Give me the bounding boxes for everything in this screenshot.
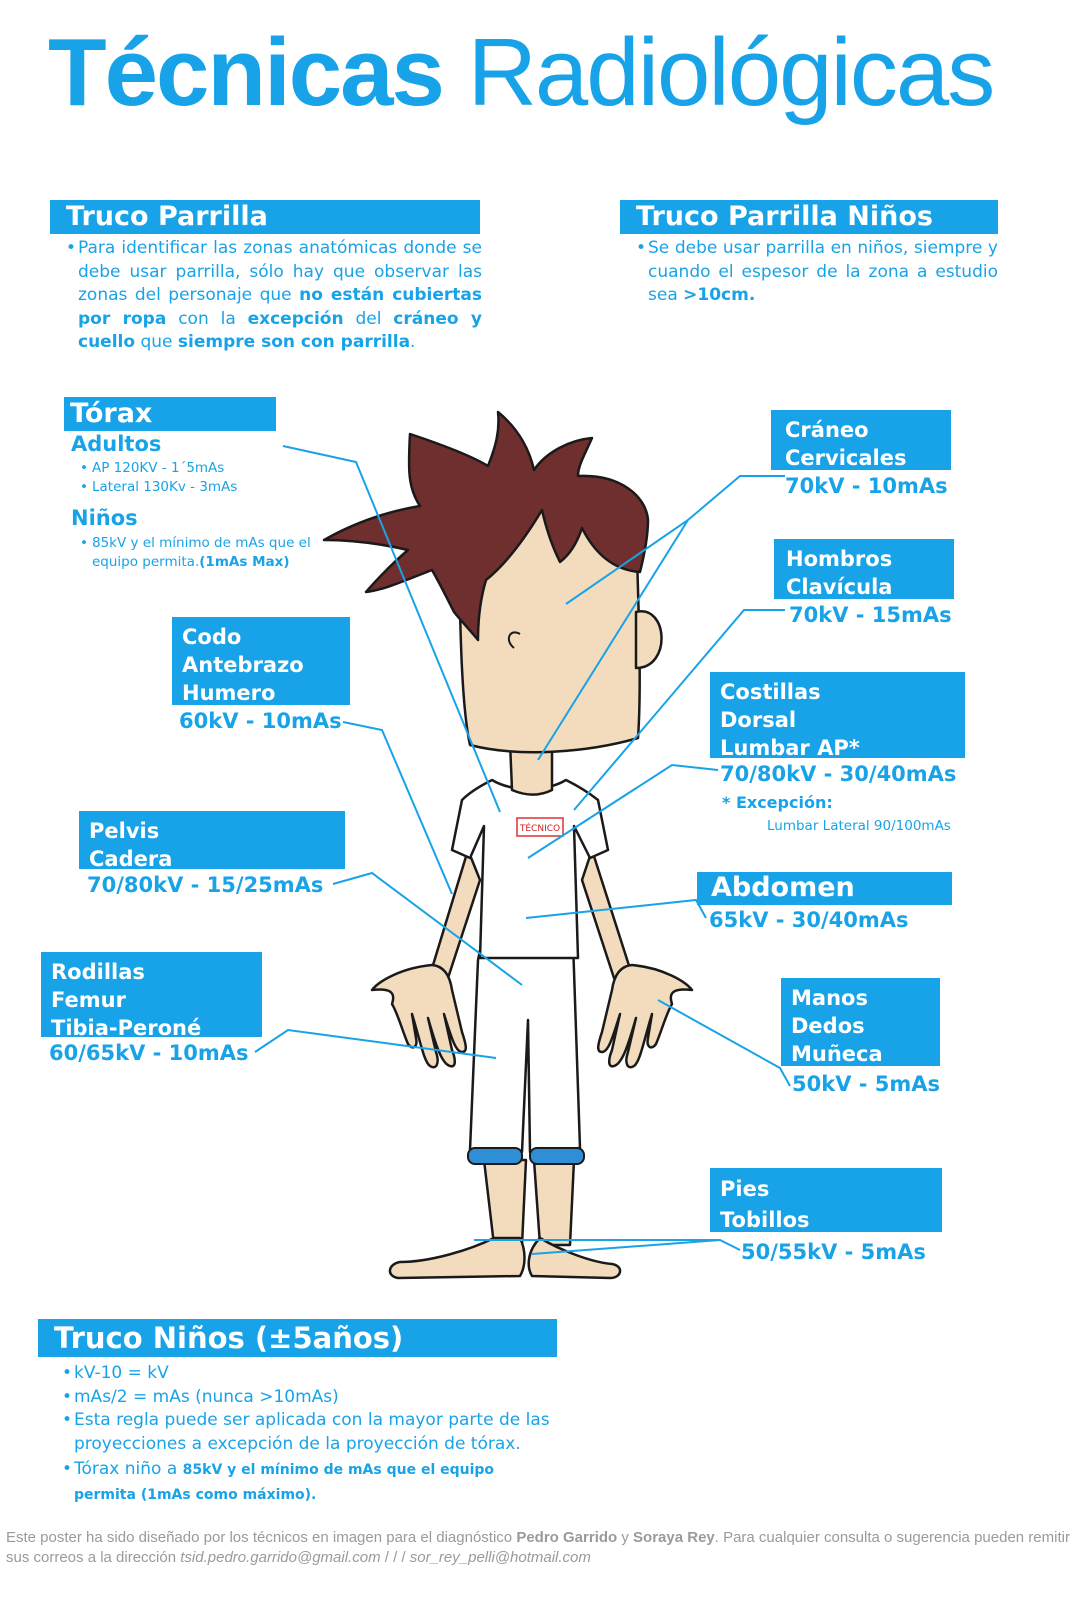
title-light: Radiológicas [467, 19, 994, 126]
right-hand-icon [598, 965, 692, 1067]
truco-parrilla-item: • Para identificar las zonas anatómicas donde se debe usar parrilla, sólo hay que observar las zonas del personaje que no están cubiertas por ropa con la excepción del cráneo y cuello que siempre son con parrilla. [66, 237, 482, 355]
truco-parrilla-ninos-heading: Truco Parrilla Niños [620, 200, 998, 234]
torax-heading: Tórax [64, 397, 276, 431]
costillas-exception-label: * Excepción: [722, 793, 833, 812]
codo-box: Codo Antebrazo Humero [172, 617, 350, 705]
pelvis-value: 70/80kV - 15/25mAs [87, 873, 324, 897]
left-arm [430, 850, 480, 978]
rodillas-box: Rodillas Femur Tibia-Peroné [41, 952, 262, 1037]
truco-ninos-item: • Tórax niño a 85kV y el mínimo de mAs que el equipo permita (1mAs como máximo). [62, 1458, 558, 1507]
right-arm [582, 850, 632, 978]
manos-box: Manos Dedos Muñeca [781, 978, 940, 1066]
right-shin [534, 1160, 574, 1245]
truco-ninos-item: • mAs/2 = mAs (nunca >10mAs) [62, 1386, 558, 1410]
craneo-box: Cráneo Cervicales [771, 410, 951, 470]
pies-value: 50/55kV - 5mAs [741, 1240, 926, 1264]
email-link[interactable]: sor_rey_pelli@hotmail.com [409, 1549, 591, 1566]
pelvis-box: Pelvis Cadera [79, 811, 345, 869]
costillas-box: Costillas Dorsal Lumbar AP* [710, 672, 965, 758]
leader-codo [343, 722, 452, 894]
hombros-box: Hombros Clavícula [774, 539, 954, 599]
craneo-value: 70kV - 10mAs [785, 474, 948, 498]
torax-adults-label: Adultos [71, 432, 162, 456]
leader-manos [658, 1000, 790, 1086]
right-foot-icon [529, 1238, 620, 1278]
torax-adults-item: • AP 120KV - 1´5mAs [80, 459, 320, 478]
title-bold: Técnicas [48, 19, 443, 126]
truco-parrilla-ninos-item: • Se debe usar parrilla en niños, siempre y cuando el espesor de la zona a estudio sea >10cm. [636, 237, 998, 308]
abdomen-box: Abdomen [697, 872, 952, 905]
costillas-exception-text: Lumbar Lateral 90/100mAs [767, 818, 951, 834]
codo-value: 60kV - 10mAs [179, 709, 342, 733]
left-shin [484, 1160, 526, 1245]
hombros-value: 70kV - 15mAs [789, 603, 952, 627]
rodillas-value: 60/65kV - 10mAs [49, 1041, 249, 1065]
truco-ninos-item: • Esta regla puede ser aplicada con la mayor parte de las proyecciones a excepción de la proyección de tórax. [62, 1409, 558, 1456]
pies-box: Pies Tobillos [710, 1168, 942, 1232]
manos-value: 50kV - 5mAs [792, 1072, 941, 1096]
truco-ninos-heading: Truco Niños (±5años) [38, 1319, 557, 1357]
left-cuff [468, 1148, 522, 1164]
costillas-value: 70/80kV - 30/40mAs [720, 762, 957, 786]
torax-kids-text: • 85kV y el mínimo de mAs que el equipo permita.(1mAs Max) [80, 534, 320, 572]
truco-parrilla-heading: Truco Parrilla [50, 200, 480, 234]
abdomen-value: 65kV - 30/40mAs [709, 908, 909, 932]
torax-kids-label: Niños [71, 506, 138, 530]
right-cuff [530, 1148, 584, 1164]
footer: Este poster ha sido diseñado por los técnicos en imagen para el diagnóstico Pedro Garrido y Soraya Rey. Para cualquier consulta o sugerencia pueden remitir sus correos a la dirección tsid.pedro.garrido@gmail.com / / / sor_rey_pelli@hotmail.com [6, 1529, 1070, 1566]
left-foot-icon [390, 1238, 525, 1278]
badge-text: TÉCNICO [519, 824, 561, 834]
email-link[interactable]: tsid.pedro.garrido@gmail.com [180, 1549, 381, 1566]
ear-icon [636, 611, 662, 668]
truco-ninos-item: • kV-10 = kV [62, 1362, 558, 1386]
truco-ninos-list [62, 1362, 558, 1507]
torax-adults-item: • Lateral 130Kv - 3mAs [80, 478, 320, 497]
